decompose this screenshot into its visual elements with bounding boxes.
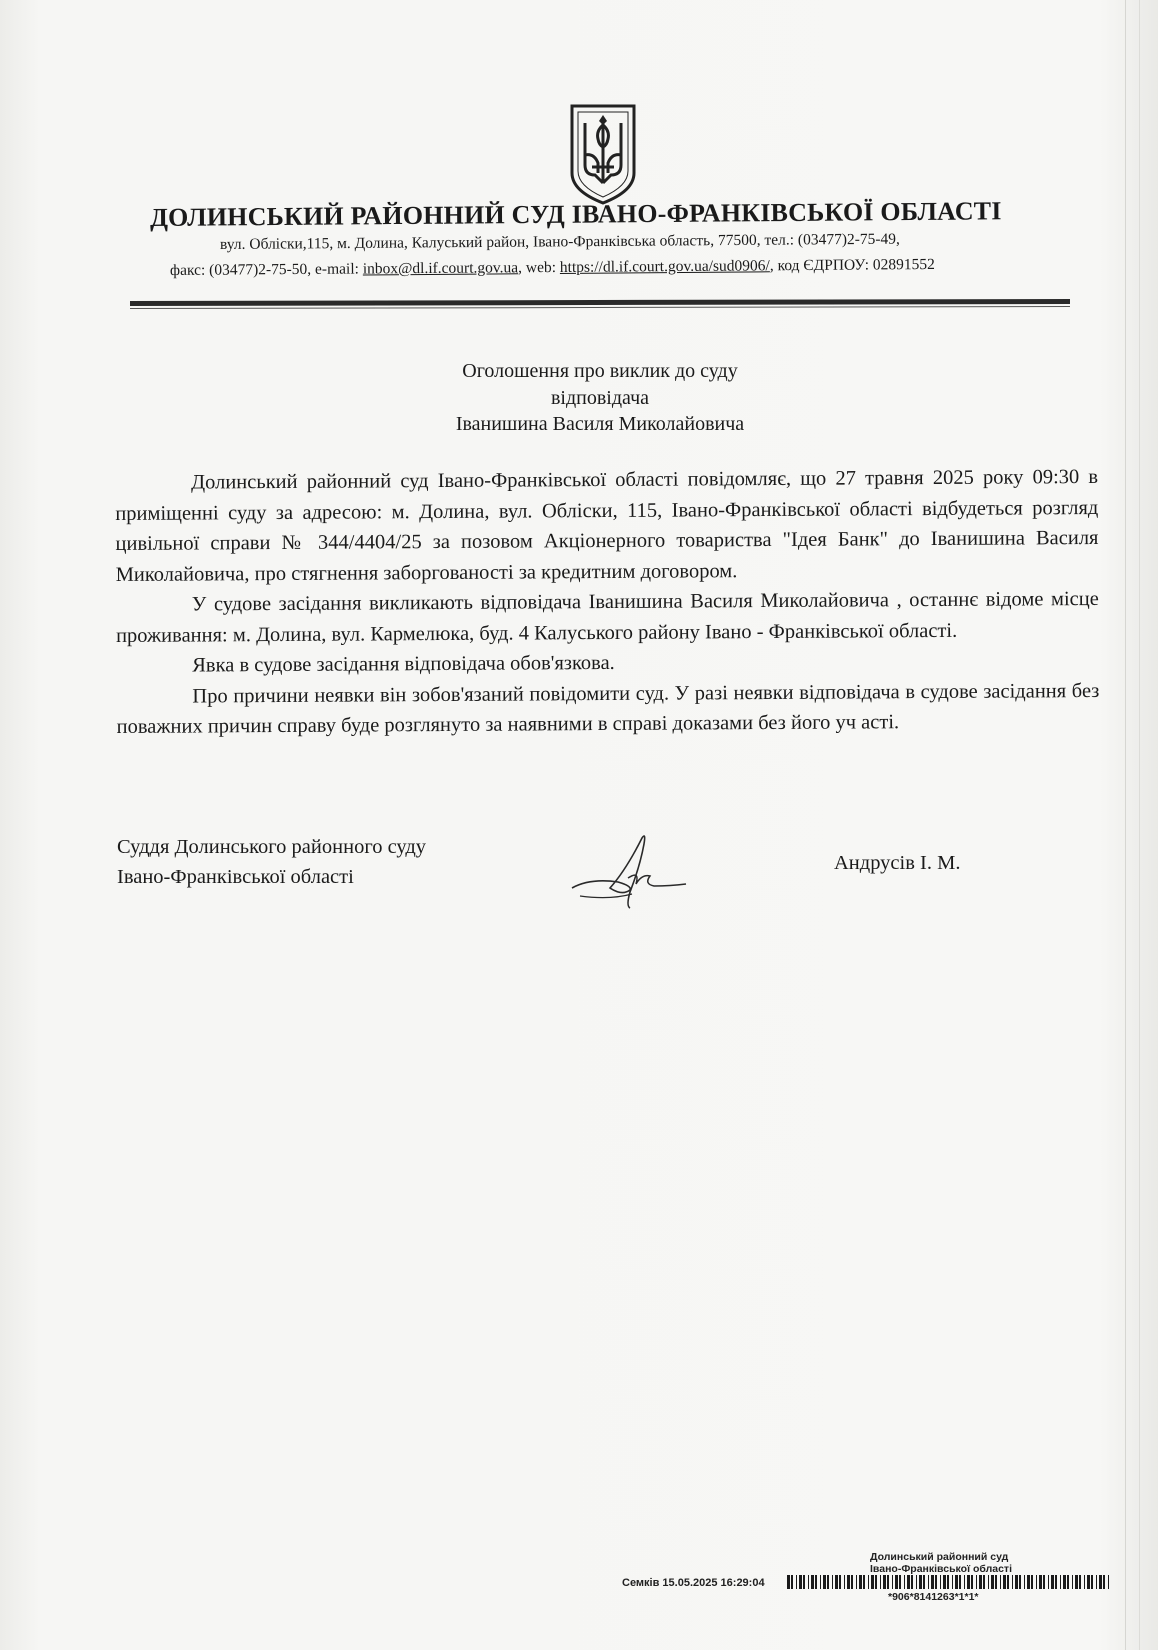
barcode-bar <box>895 1575 898 1589</box>
barcode-bar <box>835 1575 838 1589</box>
notice-body <box>115 462 1100 742</box>
barcode-bar <box>803 1575 805 1589</box>
barcode-bar <box>1084 1575 1085 1589</box>
barcode-bar <box>988 1575 989 1589</box>
handwritten-signature-icon <box>570 830 700 910</box>
barcode-bar <box>887 1575 889 1589</box>
barcode-bar <box>847 1575 850 1589</box>
barcode-bar <box>856 1575 857 1589</box>
judge-position-line2: Івано-Франківської області <box>117 866 354 888</box>
header-divider-thin <box>130 306 1070 309</box>
barcode-bar <box>940 1575 941 1589</box>
barcode-bar <box>892 1575 893 1589</box>
barcode-bar <box>1000 1575 1001 1589</box>
barcode-bar <box>983 1575 985 1589</box>
barcode-bar <box>859 1575 862 1589</box>
barcode-number: *906*8141263*1*1* <box>888 1591 979 1603</box>
barcode-bar <box>904 1575 905 1589</box>
barcode-bar <box>976 1575 977 1589</box>
barcode-bar <box>791 1575 793 1589</box>
barcode-bar <box>827 1575 829 1589</box>
barcode-bar <box>1060 1575 1061 1589</box>
barcode-bar <box>787 1575 790 1589</box>
judge-position <box>117 832 426 892</box>
barcode-bar <box>1075 1575 1078 1589</box>
barcode-bar <box>811 1575 814 1589</box>
barcode-bar <box>851 1575 853 1589</box>
barcode-bar <box>871 1575 874 1589</box>
registry-stamp-datetime: Семків 15.05.2025 16:29:04 <box>622 1577 765 1589</box>
barcode-bar <box>1108 1575 1109 1589</box>
barcode-bar <box>1067 1575 1069 1589</box>
barcode-bar <box>1036 1575 1037 1589</box>
barcode-bar <box>868 1575 869 1589</box>
barcode-bar <box>1072 1575 1073 1589</box>
header-divider <box>130 299 1070 306</box>
barcode-bar <box>967 1575 970 1589</box>
notice-title-line1: Оголошення про виклик до суду <box>462 360 738 382</box>
barcode-bar <box>880 1575 881 1589</box>
judge-position-line1: Суддя Долинського районного суду <box>117 836 427 858</box>
court-address: вул. Обліски,115, м. Долина, Калуський район, Івано-Франківська область, 77500, тел.: (03477)2-75-49, <box>219 230 900 253</box>
barcode-bar <box>923 1575 925 1589</box>
barcode-bar <box>911 1575 913 1589</box>
barcode-bar <box>1024 1575 1025 1589</box>
scan-edge-line <box>1125 0 1126 1650</box>
barcode-bar <box>1039 1575 1042 1589</box>
body-paragraph: Про причини неявки він зобов'язаний повідомити суд. У разі неявки відповідача в судове засідання без поважних причин справу буде розглянуто за наявними в справі доказами без його уч асті. <box>116 679 1100 738</box>
fax-text: факс: (03477)2-75-50, e-mail: <box>169 260 363 279</box>
barcode-bar <box>991 1575 994 1589</box>
stamp-org-line1: Долинський районний суд <box>870 1551 1009 1563</box>
barcode-bar <box>955 1575 958 1589</box>
barcode-bar <box>916 1575 917 1589</box>
court-name: ДОЛИНСЬКИЙ РАЙОННИЙ СУД ІВАНО-ФРАНКІВСЬКОЇ ОБЛАСТІ <box>149 196 1002 232</box>
barcode-icon <box>787 1575 1112 1589</box>
notice-title-line2: відповідача <box>550 387 650 409</box>
barcode-bar <box>832 1575 833 1589</box>
barcode-bar <box>1063 1575 1066 1589</box>
notice-title-line3: Іванишина Василя Миколайовича <box>455 413 745 435</box>
body-paragraph: У судове засідання викликають відповідача Іванишина Василя Миколайовича , останнє відоме місце проживання: м. Долина, вул. Кармелюка, буд. 4 Калуського району Івано - Франківської області. <box>115 587 1099 647</box>
web-link[interactable]: https://dl.if.court.gov.ua/sud0906/ <box>559 257 770 276</box>
barcode-bar <box>815 1575 817 1589</box>
barcode-bar <box>1051 1575 1054 1589</box>
barcode-bar <box>1031 1575 1033 1589</box>
barcode-bar <box>1027 1575 1030 1589</box>
barcode-bar <box>928 1575 929 1589</box>
stamp-org-line2: Івано-Франківської області <box>870 1563 1012 1575</box>
barcode-bar <box>799 1575 802 1589</box>
barcode-bar <box>952 1575 953 1589</box>
barcode-bar <box>1043 1575 1045 1589</box>
barcode-bar <box>995 1575 997 1589</box>
barcode-bar <box>1015 1575 1018 1589</box>
barcode-bar <box>844 1575 845 1589</box>
edrpou-text: , код ЄДРПОУ: 02891552 <box>769 255 935 275</box>
barcode-bar <box>1019 1575 1021 1589</box>
barcode-bar <box>823 1575 826 1589</box>
barcode-bar <box>1096 1575 1097 1589</box>
barcode-bar <box>1099 1575 1102 1589</box>
barcode-bar <box>964 1575 965 1589</box>
barcode-bar <box>875 1575 877 1589</box>
barcode-bar <box>820 1575 821 1589</box>
barcode-bar <box>1055 1575 1057 1589</box>
body-paragraph: Долинський районний суд Івано-Франківської області повідомляє, що 27 травня 2025 року 09:30 в приміщенні суду за адресою: м. Долина, вул. Обліски, 115, Івано-Франківської області відбудеться розгляд цивільної справи № 344/4404/25 за позовом Акціонерного товариства "Ідея Банк" до Іванишина Василя Миколайовича, про стягнення заборгованості за кредитним договором. <box>115 465 1099 586</box>
barcode-bar <box>947 1575 949 1589</box>
barcode-bar <box>863 1575 865 1589</box>
barcode-bar <box>1103 1575 1105 1589</box>
barcode-bar <box>899 1575 901 1589</box>
barcode-bar <box>1087 1575 1090 1589</box>
barcode-bar <box>796 1575 797 1589</box>
barcode-bar <box>935 1575 937 1589</box>
barcode-bar <box>1091 1575 1093 1589</box>
trident-coat-of-arms-icon <box>568 103 638 205</box>
barcode-bar <box>1012 1575 1013 1589</box>
registry-stamp-org <box>870 1551 1012 1575</box>
barcode-bar <box>907 1575 910 1589</box>
email-link[interactable]: inbox@dl.if.court.gov.ua <box>362 259 519 278</box>
barcode-bar <box>931 1575 934 1589</box>
barcode-bar <box>979 1575 982 1589</box>
barcode-bar <box>943 1575 946 1589</box>
barcode-bar <box>959 1575 961 1589</box>
barcode-bar <box>1007 1575 1009 1589</box>
web-label: , web: <box>518 258 560 277</box>
barcode-bar <box>1048 1575 1049 1589</box>
barcode-bar <box>883 1575 886 1589</box>
scan-edge-line <box>1139 0 1140 1650</box>
barcode-bar <box>1079 1575 1081 1589</box>
barcode-bar <box>839 1575 841 1589</box>
barcode-bar <box>919 1575 922 1589</box>
barcode-bar <box>1003 1575 1006 1589</box>
barcode-bar <box>971 1575 973 1589</box>
judge-name: Андрусів І. М. <box>834 852 961 874</box>
barcode-bar <box>808 1575 809 1589</box>
body-paragraph: Явка в судове засідання відповідача обов'язкова. <box>192 651 615 677</box>
court-contacts <box>170 256 935 280</box>
